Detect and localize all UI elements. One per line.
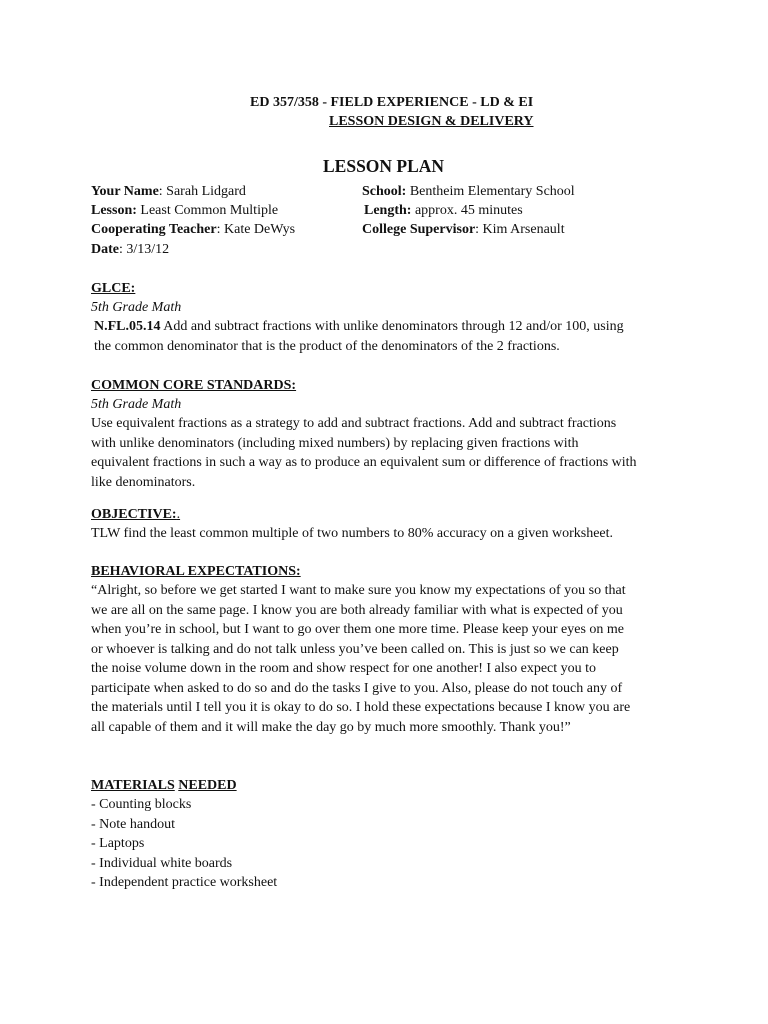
teacher-label: Cooperating Teacher (91, 222, 217, 237)
common-core-heading: COMMON CORE STANDARDS: (91, 378, 297, 393)
lesson-label: Lesson: (91, 203, 137, 218)
behavioral-line: the noise volume down in the room and show respect for one another! I also expect you to (91, 661, 597, 676)
behavioral-text (91, 581, 691, 737)
name-value: : Sarah Lidgard (158, 184, 246, 199)
supervisor-row (362, 220, 565, 240)
school-label: School: (362, 184, 407, 199)
common-core-line: equivalent fractions in such a way as to produce an equivalent sum or difference of fractions with (91, 455, 637, 470)
supervisor-value: : Kim Arsenault (475, 222, 565, 237)
course-title: ED 357/358 - FIELD EXPERIENCE - LD & EI (250, 95, 534, 110)
list-item: - Laptops (91, 836, 145, 851)
glce-line: N.FL.05.14 Add and subtract fractions with unlike denominators through 12 and/or 100, using (94, 319, 624, 334)
objective-heading-suffix: . (176, 507, 181, 522)
glce-line: the common denominator that is the product of the denominators of the 2 fractions. (94, 338, 560, 354)
list-item: - Independent practice worksheet (91, 875, 278, 890)
common-core-line: Use equivalent fractions as a strategy to add and subtract fractions. Add and subtract fractions (91, 416, 617, 431)
glce-standard (94, 317, 694, 356)
school-value: Bentheim Elementary School (406, 184, 575, 199)
objective-heading-row (91, 505, 180, 525)
name-row (91, 182, 246, 202)
behavioral-line: when you’re in school, but I want to go over them one more time. Please keep your eyes on me (91, 622, 625, 637)
behavioral-line: “Alright, so before we get started I want to make sure you know my expectations of you so that (91, 583, 626, 598)
document-subtitle: LESSON DESIGN & DELIVERY (329, 114, 534, 129)
behavioral-line: participate when asked to do so and do the tasks I give to you. Also, please do not touch any of (91, 680, 623, 696)
materials-list (91, 795, 691, 893)
glce-grade: 5th Grade Math (91, 300, 182, 315)
materials-heading (91, 776, 237, 796)
glce-heading: GLCE: (91, 281, 136, 296)
lesson-row (91, 201, 278, 221)
objective-text: TLW find the least common multiple of two numbers to 80% accuracy on a given worksheet. (91, 526, 614, 541)
length-value: approx. 45 minutes (411, 203, 523, 218)
materials-heading-word2: NEEDED (178, 778, 237, 793)
behavioral-heading: BEHAVIORAL EXPECTATIONS: (91, 564, 301, 579)
list-item: - Individual white boards (91, 855, 233, 871)
behavioral-line: we are all on the same page. I know you are both already familiar with what is expected of you (91, 602, 623, 618)
list-item: - Counting blocks (91, 797, 192, 812)
common-core-grade: 5th Grade Math (91, 397, 182, 412)
behavioral-line: all capable of them and it will make the day go by much more smoothly. Thank you!” (91, 719, 571, 735)
supervisor-label: College Supervisor (362, 222, 476, 237)
date-row (91, 240, 169, 260)
behavioral-line: or whoever is talking and do not talk unless you’ve been called on. This is just so we can keep (91, 641, 619, 657)
teacher-row (91, 220, 295, 240)
common-core-text (91, 414, 691, 492)
name-label: Your Name (91, 184, 159, 199)
common-core-line: with unlike denominators (including mixed numbers) by replacing given fractions with (91, 435, 579, 451)
objective-heading: OBJECTIVE: (91, 507, 177, 522)
common-core-line: like denominators. (91, 474, 196, 490)
date-label: Date (91, 242, 119, 257)
school-row (362, 182, 575, 202)
behavioral-line: the materials until I tell you it is okay to do so. I hold these expectations because I know you are (91, 700, 631, 715)
length-row (364, 201, 523, 221)
teacher-value: : Kate DeWys (216, 222, 296, 237)
glce-code: N.FL.05.14 (94, 319, 161, 334)
date-value: : 3/13/12 (119, 242, 170, 257)
materials-heading-word1: MATERIALS (91, 778, 175, 793)
list-item: - Note handout (91, 816, 175, 832)
lesson-value: Least Common Multiple (136, 203, 279, 218)
page-title: LESSON PLAN (323, 156, 445, 176)
length-label: Length: (364, 203, 412, 218)
